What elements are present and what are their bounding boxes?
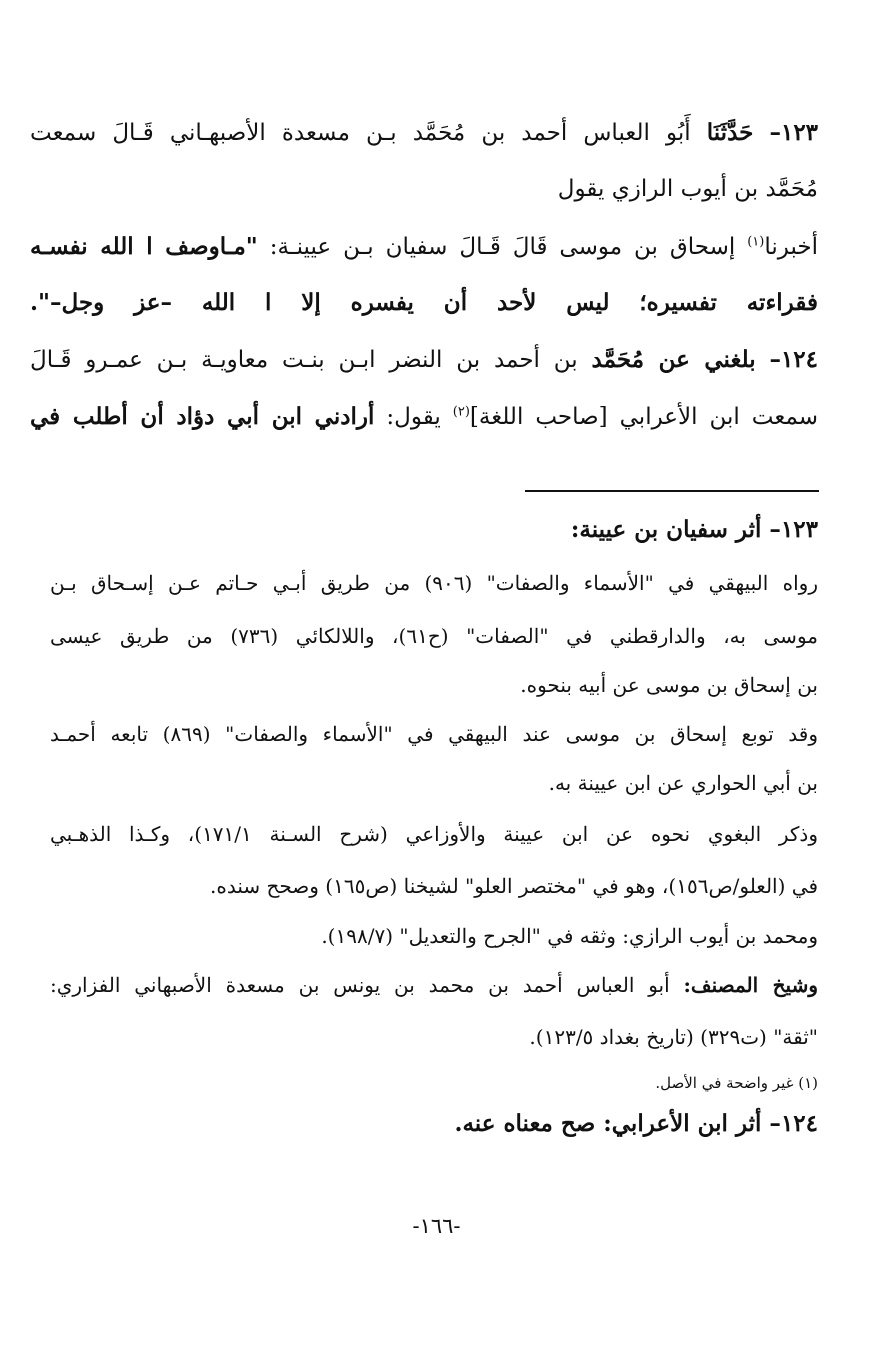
note-line: "ثقة" (ت٣٢٩) (تاريخ بغداد ١٢٣/٥). [529,1025,818,1049]
hadith-number-123: ١٢٣– [769,119,819,146]
text-line-5 [30,342,818,378]
quote-segment: "مـاوصف ا الله نفسـه [30,233,258,260]
text-segment: أخبرنا [764,234,818,260]
footnote-1: (١) غير واضحة في الأصل. [655,1074,818,1092]
text-segment: يقول: [386,404,441,430]
text-line-6 [30,399,818,435]
note-heading-124: ١٢٤– أثر ابن الأعرابي: صح معناه عنه. [454,1110,818,1137]
footnote-marker-1: (١) [747,234,765,250]
narration-verb: بلغني عن مُحَمَّد [591,346,756,373]
text-line-4 [30,285,818,321]
text-line-3 [30,229,818,265]
note-heading-123: ١٢٣– أثر سفيان بن عيينة: [570,516,818,543]
note-label: وشيخ المصنف: [683,973,818,997]
text-segment: مُحَمَّد بن أيوب الرازي يقول [557,176,818,202]
note-line: في (العلو/ص١٥٦)، وهو في "مختصر العلو" لشيخنا (ص١٦٥) وصحح سنده. [210,874,818,898]
text-line-2 [30,171,818,207]
note-line: بن أبي الحواري عن ابن عيينة به. [548,771,818,795]
text-segment: أبو العباس أحمد بن محمد بن يونس بن مسعدة الأصبهاني الفزاري: [50,973,670,997]
note-line [50,969,818,1001]
text-segment: بن أحمد بن النضر ابـن بنـت معاويـة بـن عمـرو قَـالَ [30,347,578,373]
text-segment: إسحاق بن موسى قَالَ قَـالَ سفيان بـن عيينـة: [269,234,736,260]
text-segment: سمعت ابن الأعرابي [صاحب اللغة] [469,404,819,430]
footnote-marker-2: (٢) [452,404,470,420]
quote-segment: فقراءته تفسيره؛ ليس لأحد أن يفسره إلا ا الله –عز وجل–". [30,289,818,316]
note-line: وذكر البغوي نحوه عن ابن عيينة والأوزاعي (شرح السـنة ١٧١/١)، وكـذا الذهـبي [50,822,818,846]
text-line-1 [30,115,818,151]
quote-segment: أرادني ابن أبي دؤاد أن أطلب في [30,403,375,430]
text-segment: أَبُو العباس أحمد بن مُحَمَّد بـن مسعدة الأصبهـاني قَـالَ سمعت [30,120,691,146]
note-line: بن إسحاق بن موسى عن أبيه بنحوه. [520,673,818,697]
note-line: وقد توبع إسحاق بن موسى عند البيهقي في "الأسماء والصفات" (٨٦٩) تابعه أحمـد [50,722,818,746]
note-line: رواه البيهقي في "الأسماء والصفات" (٩٠٦) من طريق أبـي حـاتم عـن إسـحاق بـن [50,571,818,595]
hadith-number-124: ١٢٤– [769,346,818,373]
footnote-divider [525,490,819,492]
page-number: -١٦٦- [412,1214,461,1238]
note-line: موسى به، والدارقطني في "الصفات" (ح٦١)، واللالكائي (٧٣٦) من طريق عيسى [50,624,818,648]
narration-verb: حَدَّثَنَا [706,119,754,146]
note-line: ومحمد بن أيوب الرازي: وثقه في "الجرح والتعديل" (١٩٨/٧). [321,924,818,948]
